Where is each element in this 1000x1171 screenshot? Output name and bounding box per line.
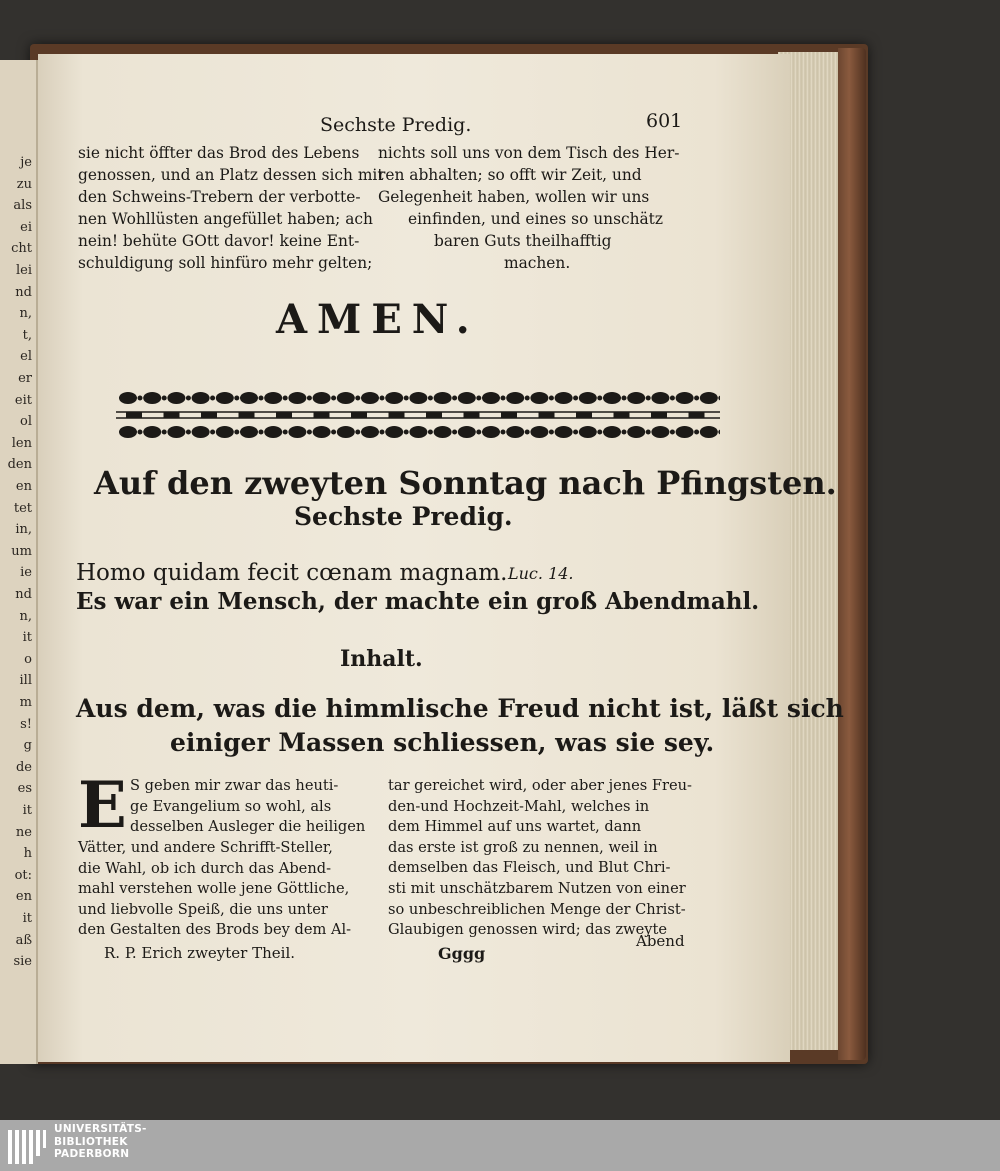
ornament-dot	[670, 396, 675, 401]
text-line: den Schweins-Trebern der verbotte-	[78, 188, 361, 206]
ornament-dot	[380, 430, 385, 435]
ornament-dot	[525, 396, 530, 401]
ornament-leaf	[409, 426, 427, 438]
text-line: so unbeschreiblichen Menge der Christ-	[388, 900, 686, 918]
ornament-knot	[351, 412, 367, 418]
text-line: ren abhalten; so offt wir Zeit, und	[378, 166, 642, 184]
ornament-dot	[622, 396, 627, 401]
facing-page-fragment: es	[17, 781, 32, 797]
ornament-leaf	[167, 392, 185, 404]
ornament-leaf	[555, 426, 573, 438]
ornament-dot	[138, 396, 143, 401]
ornament-leaf	[651, 426, 669, 438]
ornament-leaf	[264, 392, 282, 404]
ornament-leaf	[240, 426, 258, 438]
text-line: mahl verstehen wolle jene Göttliche,	[78, 880, 350, 898]
text-line: dem Himmel auf uns wartet, dann	[388, 818, 642, 836]
ornament-leaf	[361, 392, 379, 404]
ornament-dot	[234, 396, 239, 401]
ornament-dot	[646, 430, 651, 435]
ornament-knot	[426, 412, 442, 418]
ornament-leaf	[603, 392, 621, 404]
ornament-leaf	[434, 392, 452, 404]
ornament-leaf	[119, 392, 137, 404]
facing-page-fragment: eit	[14, 392, 32, 408]
ornament-knot	[464, 412, 480, 418]
ornament-leaf	[530, 426, 548, 438]
facing-page-fragment: el	[20, 349, 32, 365]
ornament-leaf	[579, 392, 597, 404]
ornament-leaf	[676, 426, 694, 438]
cover-spine-right	[838, 48, 866, 1060]
facing-page-fragment: en	[15, 479, 32, 494]
amen-heading: AMEN.	[276, 296, 480, 343]
facing-page-fragment: it	[22, 803, 32, 818]
ornament-dot	[186, 396, 191, 401]
text-line: sie nicht öffter das Brod des Lebens	[78, 144, 360, 162]
sermon-title: Auf den zweyten Sonntag nach Pfingsten.	[94, 464, 837, 502]
text-line: nichts soll uns von dem Tisch des Her-	[378, 144, 680, 162]
ornament-leaf	[264, 426, 282, 438]
facing-page-fragment: lei	[15, 263, 32, 278]
facing-page-fragment: ie	[20, 565, 32, 581]
ornament-leaf	[651, 392, 669, 404]
text-line: sti mit unschätzbarem Nutzen von einer	[388, 879, 686, 897]
facing-page-fragment: um	[11, 543, 32, 559]
ornament-leaf	[434, 426, 452, 438]
ornament-dot	[452, 396, 457, 401]
running-header: Sechste Predig.	[320, 114, 472, 136]
ornament-dot	[283, 396, 288, 401]
ornament-knot	[314, 412, 330, 418]
ornament-leaf	[627, 426, 645, 438]
ornament-leaf	[506, 392, 524, 404]
footer-author: R. P. Erich zweyter Theil.	[104, 944, 296, 962]
ornament-leaf	[361, 426, 379, 438]
text-line: machen.	[504, 254, 571, 272]
ornament-leaf	[313, 392, 331, 404]
ornament-dot	[452, 430, 457, 435]
facing-page-fragment: cht	[11, 241, 32, 257]
ornament-knot	[201, 412, 217, 418]
ornament-leaf	[627, 392, 645, 404]
ornament-leaf	[409, 392, 427, 404]
library-logo-icon	[8, 1126, 48, 1166]
page-number: 601	[646, 110, 683, 132]
ornament-knot	[614, 412, 630, 418]
ornament-leaf	[288, 392, 306, 404]
ornament-dot	[549, 396, 554, 401]
ornament-leaf	[216, 426, 234, 438]
ornament-leaf	[700, 426, 718, 438]
ornament-dot	[549, 430, 554, 435]
text-line: Gelegenheit haben, wollen wir uns	[378, 188, 650, 206]
ornament-leaf	[337, 392, 355, 404]
facing-page-fragment: de	[15, 759, 32, 775]
footer-signature: Gggg	[438, 944, 486, 963]
bible-reference: Luc. 14.	[508, 564, 574, 583]
body-right-column	[388, 776, 692, 941]
ornament-leaf	[167, 426, 185, 438]
facing-page-fragment: aß	[15, 932, 32, 948]
ornament-leaf	[458, 426, 476, 438]
ornament-dot	[283, 430, 288, 435]
left-column	[78, 142, 384, 274]
body-left-indented	[130, 776, 365, 838]
ornament-band	[116, 384, 720, 444]
ornament-dot	[162, 396, 167, 401]
facing-page-fragment: zu	[16, 176, 32, 192]
ornament-knot	[651, 412, 667, 418]
facing-page-fragment: er	[18, 371, 32, 386]
ornament-dot	[186, 430, 191, 435]
latin-quote: Homo quidam fecit cœnam magnam.	[76, 560, 508, 586]
ornament-leaf	[676, 392, 694, 404]
logo-line-1: UNIVERSITÄTS-	[54, 1123, 147, 1135]
sermon-subtitle: Sechste Predig.	[294, 502, 513, 531]
ornament-dot	[331, 396, 336, 401]
ornament-leaf	[313, 426, 331, 438]
ornament-leaf	[700, 392, 718, 404]
ornament-leaf	[385, 426, 403, 438]
ornament-dot	[501, 396, 506, 401]
ornament-leaf	[240, 392, 258, 404]
facing-page-fragment: in,	[15, 522, 32, 538]
text-line: demselben das Fleisch, und Blut Chri-	[388, 859, 671, 877]
footer-catchword: Abend	[636, 932, 685, 950]
ornament-leaf	[385, 392, 403, 404]
ornament-leaf	[458, 392, 476, 404]
ornament-dot	[670, 430, 675, 435]
ornament-dot	[525, 430, 530, 435]
facing-page-fragment: ol	[20, 414, 32, 430]
ornament-leaf	[143, 426, 161, 438]
left-page-edge	[0, 60, 38, 1064]
german-quote: Es war ein Mensch, der machte ein groß Abendmahl.	[76, 588, 760, 615]
text-line: baren Guts theilhafftig	[434, 232, 612, 250]
ornament-dot	[404, 430, 409, 435]
facing-page-fragment: n,	[19, 306, 32, 322]
ornament-dot	[210, 396, 215, 401]
facing-page-fragment: ot:	[14, 867, 32, 883]
library-logo-text	[54, 1123, 147, 1161]
ornament-knot	[276, 412, 292, 418]
ornament-dot	[428, 396, 433, 401]
text-line: S geben mir zwar das heuti-	[130, 777, 339, 794]
drop-cap: E	[78, 768, 127, 843]
text-line: und liebvolle Speiß, die uns unter	[78, 900, 328, 918]
ornament-leaf	[337, 426, 355, 438]
ornament-knot	[539, 412, 555, 418]
facing-page-fragment: ei	[20, 219, 32, 235]
facing-page-fragment: o	[24, 651, 32, 667]
ornament-dot	[404, 396, 409, 401]
facing-page-fragment: sie	[13, 954, 32, 970]
ornament-dot	[210, 430, 215, 435]
ornament-leaf	[288, 426, 306, 438]
book-page	[38, 54, 844, 1062]
text-line: nein! behüte GOtt davor! keine Ent-	[78, 232, 360, 250]
text-line: den Gestalten des Brods bey dem Al-	[78, 921, 352, 939]
ornament-knot	[689, 412, 705, 418]
inhalt-label: Inhalt.	[340, 646, 423, 672]
ornament-dot	[718, 396, 720, 401]
facing-page-fragment: it	[22, 911, 32, 926]
ornament-leaf	[192, 426, 210, 438]
ornament-knot	[164, 412, 180, 418]
facing-page-fragment: it	[22, 630, 32, 646]
ornament-dot	[573, 396, 578, 401]
ornament-dot	[331, 430, 336, 435]
inhalt-line-2: einiger Massen schliessen, was sie sey.	[170, 728, 715, 757]
text-line: Vätter, und andere Schrifft-Steller,	[78, 839, 333, 856]
ornament-dot	[573, 430, 578, 435]
text-line: desselben Ausleger die heiligen	[130, 818, 366, 836]
ornament-dot	[597, 396, 602, 401]
ornament-leaf	[482, 392, 500, 404]
ornament-dot	[597, 430, 602, 435]
ornament-dot	[307, 396, 312, 401]
facing-page-fragment: g	[23, 738, 32, 754]
logo-line-3: PADERBORN	[54, 1148, 130, 1160]
text-line: schuldigung soll hinfüro mehr gelten;	[78, 254, 373, 272]
ornament-dot	[259, 430, 264, 435]
right-column	[378, 142, 698, 274]
ornament-leaf	[143, 392, 161, 404]
facing-page-fragment: m	[19, 695, 32, 710]
ornament-leaf	[192, 392, 210, 404]
text-line: nen Wohllüsten angefüllet haben; ach	[78, 210, 373, 228]
ornament-leaf	[216, 392, 234, 404]
ornament-dot	[234, 430, 239, 435]
ornament-dot	[355, 396, 360, 401]
ornament-leaf	[555, 392, 573, 404]
facing-page-fragment: en	[15, 889, 32, 905]
ornament-knot	[389, 412, 405, 418]
facing-page-fragment: ne	[15, 824, 32, 840]
facing-page-fragment: nd	[15, 587, 32, 602]
ornament-knot	[501, 412, 517, 418]
ornament-dot	[718, 430, 720, 435]
text-line: tar gereichet wird, oder aber jenes Freu-	[388, 777, 692, 794]
inhalt-line-1: Aus dem, was die himmlische Freud nicht ist, läßt sich	[76, 694, 844, 723]
facing-page-fragment: den	[7, 457, 32, 473]
text-line: die Wahl, ob ich durch das Abend-	[78, 859, 331, 877]
ornament-knot	[239, 412, 255, 418]
ornament-dot	[259, 396, 264, 401]
logo-line-2: BIBLIOTHEK	[54, 1135, 128, 1148]
ornament-dot	[476, 396, 481, 401]
ornament-dot	[380, 396, 385, 401]
ornament-dot	[622, 430, 627, 435]
ornament-dot	[428, 430, 433, 435]
ornament-dot	[162, 430, 167, 435]
facing-page-fragment: len	[11, 435, 32, 451]
facing-page-fragment: ill	[19, 673, 32, 689]
facing-page-fragment: h	[23, 846, 32, 862]
facing-page-fragment: t,	[22, 327, 32, 343]
facing-page-fragment: tet	[13, 500, 32, 516]
ornament-dot	[694, 396, 699, 401]
facing-page-fragment: s!	[20, 716, 32, 732]
text-line: genossen, und an Platz dessen sich mit	[78, 166, 384, 184]
ornament-knot	[576, 412, 592, 418]
facing-page-fragment: n,	[19, 608, 32, 624]
text-line: ge Evangelium so wohl, als	[130, 797, 332, 815]
ornament-dot	[694, 430, 699, 435]
text-line: einfinden, und eines so unschätz	[408, 210, 663, 228]
ornament-dot	[307, 430, 312, 435]
ornament-leaf	[119, 426, 137, 438]
ornament-leaf	[506, 426, 524, 438]
ornament-dot	[138, 430, 143, 435]
text-line: das erste ist groß zu nennen, weil in	[388, 838, 658, 856]
facing-page-fragment: je	[20, 155, 32, 170]
ornament-leaf	[579, 426, 597, 438]
ornament-knot	[126, 412, 142, 418]
text-line: Glaubigen genossen wird; das zweyte	[388, 921, 668, 939]
body-left-column	[78, 838, 351, 941]
ornament-leaf	[603, 426, 621, 438]
facing-page-fragment: als	[13, 198, 32, 214]
text-line: den-und Hochzeit-Mahl, welches in	[388, 797, 650, 815]
ornament-dot	[646, 396, 651, 401]
ornament-leaf	[482, 426, 500, 438]
library-footer-bar	[0, 1120, 1000, 1171]
ornament-leaf	[530, 392, 548, 404]
ornament-dot	[355, 430, 360, 435]
facing-page-fragment: nd	[15, 284, 32, 300]
ornament-dot	[476, 430, 481, 435]
ornament-dot	[501, 430, 506, 435]
